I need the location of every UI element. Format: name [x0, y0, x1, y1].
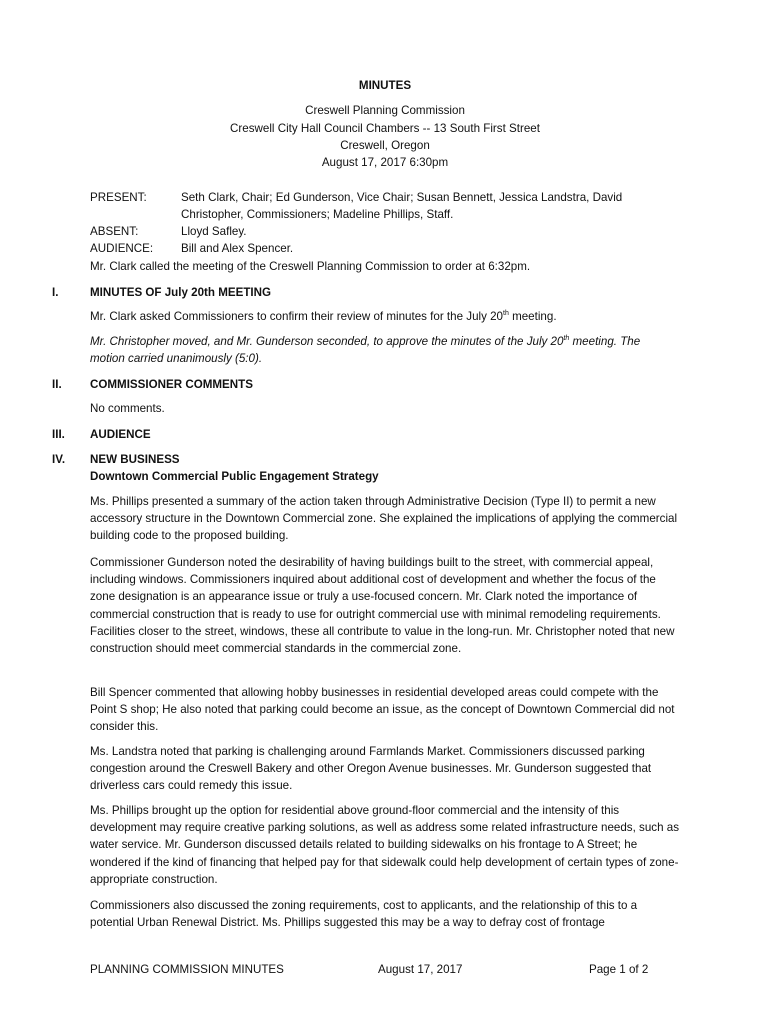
section-4-number: IV. — [52, 453, 66, 466]
footer-date: August 17, 2017 — [378, 963, 463, 976]
section-4-paragraph-4: Ms. Landstra noted that parking is challenging around Farmlands Market. Commissioners discussed parking congestion around the Creswell Bakery and other Oregon Avenue businesses. Mr. Gunderson suggested that driverless cars could remedy this issue. — [90, 745, 652, 793]
header-line-1: Creswell Planning Commission — [305, 104, 465, 117]
document-title: MINUTES — [358, 79, 412, 92]
footer-page-number: Page 1 of 2 — [589, 963, 649, 976]
call-to-order: Mr. Clark called the meeting of the Creswell Planning Commission to order at 6:32pm. — [90, 260, 531, 273]
section-4-subheading: Downtown Commercial Public Engagement Strategy — [90, 470, 379, 483]
present-value: Seth Clark, Chair; Ed Gunderson, Vice Chair; Susan Bennett, Jessica Landstra, David Christopher, Commissioners; Madeline Phillips, Staff. — [181, 191, 623, 221]
section-2-heading: COMMISSIONER COMMENTS — [90, 378, 253, 391]
header-line-4: August 17, 2017 6:30pm — [321, 156, 449, 169]
section-1-paragraph-1: Mr. Clark asked Commissioners to confirm their review of minutes for the July 20th meeting. — [90, 310, 557, 323]
footer-document-name: PLANNING COMMISSION MINUTES — [90, 963, 284, 976]
absent-value: Lloyd Safley. — [181, 225, 247, 238]
present-label: PRESENT: — [90, 191, 147, 204]
section-3-number: III. — [52, 428, 65, 441]
audience-label: AUDIENCE: — [90, 242, 154, 255]
section-4-paragraph-5: Ms. Phillips brought up the option for residential above ground-floor commercial and the intensity of this development may require creative parking solutions, as well as address some related infrastructure needs, such as water service. Mr. Gunderson discussed details related to building sidewalks on his frontage to A Street; he wondered if the kind of financing that helped pay for that sidewalk could help development of certain types of zone-appropriate construction. — [90, 804, 679, 886]
section-4-heading: NEW BUSINESS — [90, 453, 180, 466]
header-line-3: Creswell, Oregon — [340, 139, 430, 152]
section-1-number: I. — [52, 286, 59, 299]
section-2-number: II. — [52, 378, 62, 391]
section-4-paragraph-1: Ms. Phillips presented a summary of the action taken through Administrative Decision (Type II) to permit a new accessory structure in the Downtown Commercial zone. She explained the implications of applying the commercial building code to the proposed building. — [90, 495, 678, 543]
section-2-paragraph-1: No comments. — [90, 402, 165, 415]
section-4-paragraph-6: Commissioners also discussed the zoning requirements, cost to applicants, and the relationship of this to a potential Urban Renewal District. Ms. Phillips suggested this may be a way to defray cost of frontage — [90, 899, 638, 930]
section-1-heading: MINUTES OF July 20th MEETING — [90, 286, 272, 299]
audience-value: Bill and Alex Spencer. — [181, 242, 294, 255]
section-1-motion: Mr. Christopher moved, and Mr. Gunderson seconded, to approve the minutes of the July 20th meeting. The motion carried unanimously (5:0). — [90, 335, 641, 365]
header-line-2: Creswell City Hall Council Chambers -- 13 South First Street — [230, 122, 540, 135]
absent-label: ABSENT: — [90, 225, 139, 238]
section-4-paragraph-3: Bill Spencer commented that allowing hobby businesses in residential developed areas could compete with the Point S shop; He also noted that parking could become an issue, as the concept of Downtown Commercial did not consider this. — [90, 686, 675, 734]
section-4-paragraph-2: Commissioner Gunderson noted the desirability of having buildings built to the street, with commercial appeal, including windows. Commissioners inquired about additional cost of development and whether the focus of the zone designation is an appearance issue or truly a use-focused concern. Mr. Clark noted the importance of commercial construction that is ready to use for outright commercial use with minimal remodeling requirements. Facilities closer to the street, windows, these all contribute to value in the long-run. Mr. Christopher noted that new construction should meet commercial standards in the commercial zone. — [90, 556, 675, 656]
section-3-heading: AUDIENCE — [90, 428, 151, 441]
